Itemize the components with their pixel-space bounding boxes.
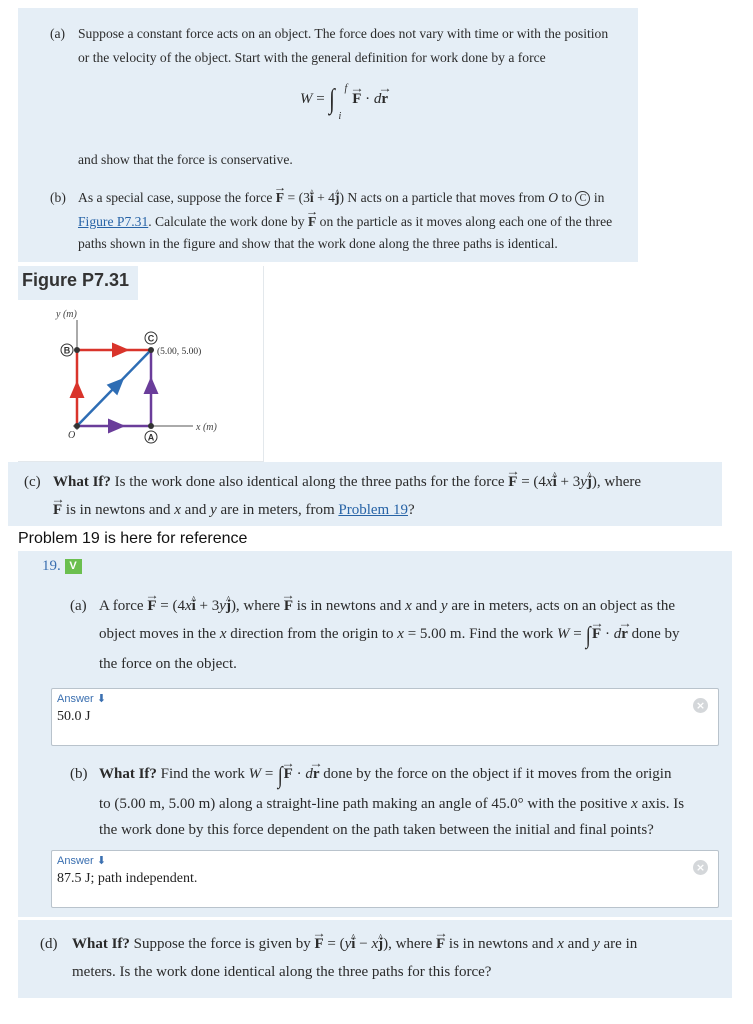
part-a-line2: or the velocity of the object. Start with the general definition for work done by a force [78,50,546,65]
point-b-label: B [63,345,71,356]
part-d-line2: meters. Is the work done identical along the three paths for this force? [72,964,492,980]
part-d-label: (d) [40,936,58,952]
video-badge-icon[interactable]: V [65,559,82,574]
p19-a-line1: A force → F = (4x^ i + 3y^ j), where → F is in newtons and x and y are in meters, acts on an object as the [99,592,675,620]
arrow-down-icon: ⬇ [96,693,106,705]
point-c-circle: C [575,191,590,206]
part-a-line1: Suppose a constant force acts on an object. The force does not vary with time or with the position [78,26,609,41]
p19-b-line1: What If? Find the work W = ∫→ F · d→ r done by the force on the object if it moves from the origin [99,760,671,790]
p19-b-label: (b) [70,766,88,782]
figure-title: Figure P7.31 [22,270,130,290]
p19-b-line3: the work done by this force dependent on the path taken between the initial and final points? [99,822,654,838]
part-a-line3: and show that the force is conservative. [78,152,293,167]
part-a-label: (a) [50,26,66,41]
p19-b-answer-label[interactable]: Answer ⬇ [57,855,106,867]
reference-heading: Problem 19 is here for reference [18,530,248,547]
figure-p731-link[interactable]: Figure P7.31 [78,214,149,229]
part-d-line1: What If? Suppose the force is given by → F = (y^ i − x^ j), where → F is in newtons and x and y are in [72,930,637,958]
problem-19-link[interactable]: Problem 19 [338,502,408,518]
corner-coordinate-label: (5.00, 5.00) [157,347,202,357]
part-b-line1: As a special case, suppose the force → F = (3^ i + 4^ j) N acts on a particle that moves from O to C in [78,186,604,210]
close-icon[interactable]: × [693,698,708,713]
part-b-line2: Figure P7.31. Calculate the work done by → F on the particle as it moves along each one of the three [78,210,612,234]
problem-19-header: 19. V [42,552,82,580]
p19-a-line3: the force on the object. [99,656,237,672]
part-b-line3: paths shown in the figure and show that the work done along the three paths is identical. [78,236,558,251]
origin-label: O [68,430,76,441]
part-c-line2: → F is in newtons and x and y are in meters, from Problem 19? [53,496,415,524]
work-integral-equation: W = ∫ f i → F · d→ r [300,84,388,115]
point-c-label: C [147,333,155,344]
point-a-label: A [147,432,155,443]
x-axis-label: x (m) [196,422,217,433]
path-blue-diagonal [77,352,149,426]
arrow-down-icon: ⬇ [96,855,106,867]
part-c-label: (c) [24,474,41,490]
p19-a-answer-value: 50.0 J [57,709,91,724]
close-icon[interactable]: × [693,860,708,875]
work-symbol: W [300,91,313,107]
figure-p731 [18,300,264,460]
p19-a-label: (a) [70,598,87,614]
p19-a-answer-box[interactable] [51,688,719,746]
y-axis-label: y (m) [56,309,77,320]
part-c-line1: What If? Is the work done also identical along the three paths for the force → F = (4x^ i + 3y^ j), where [53,468,641,496]
p19-a-line2: object moves in the x direction from the origin to x = 5.00 m. Find the work W = ∫→ F · d→ r done by [99,620,680,650]
part-b-label: (b) [50,190,66,205]
p19-b-answer-value: 87.5 J; path independent. [57,871,198,886]
p19-a-answer-label[interactable]: Answer ⬇ [57,693,106,705]
p19-b-answer-box[interactable] [51,850,719,908]
p19-b-line2: to (5.00 m, 5.00 m) along a straight-line path making an angle of 45.0° with the positive x axis. Is [99,796,685,812]
